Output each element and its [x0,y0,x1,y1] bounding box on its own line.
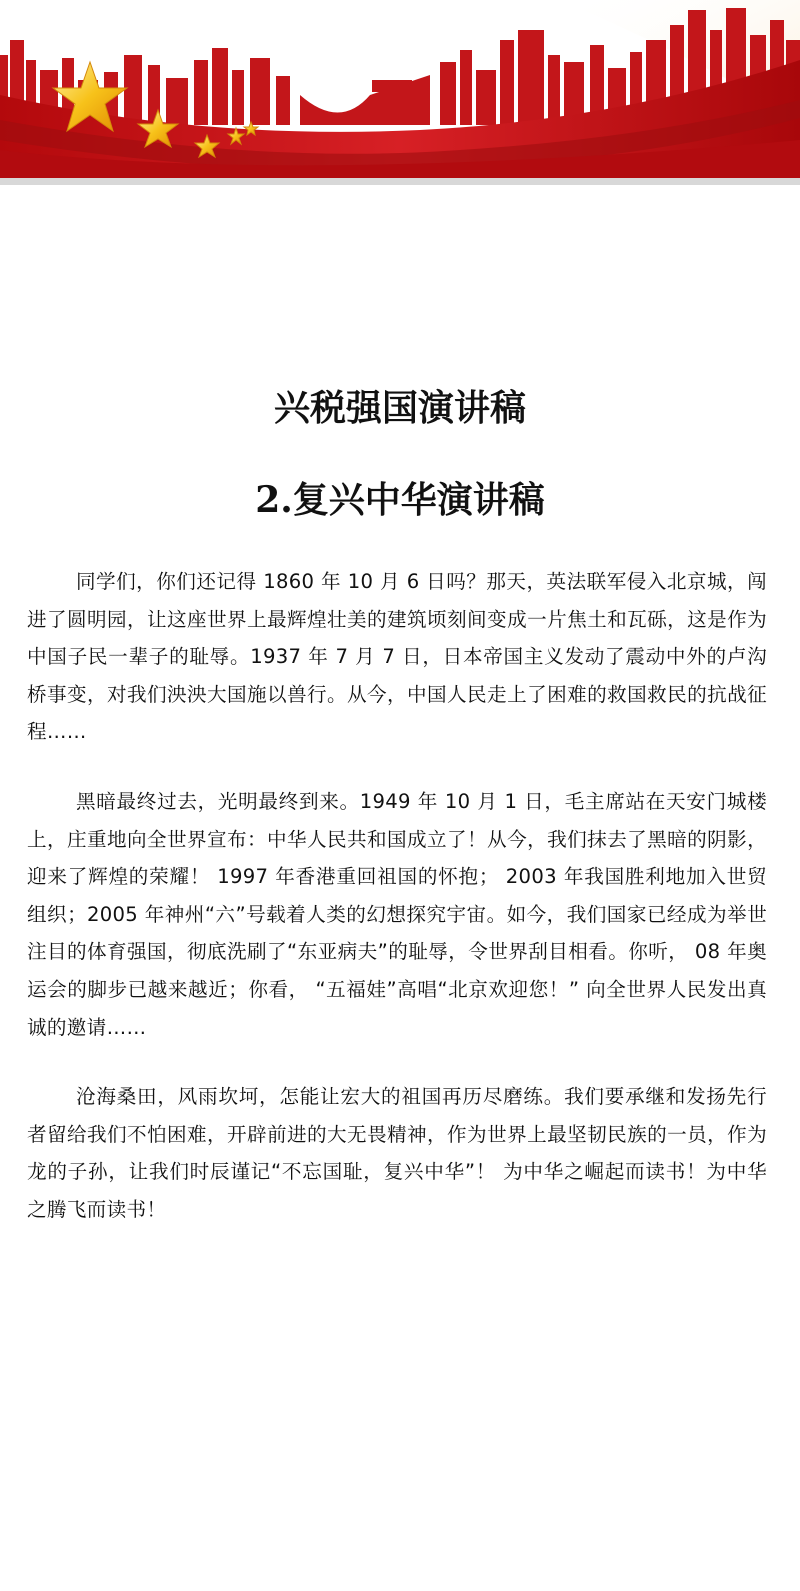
document-title: 兴税强国演讲稿 [273,387,526,429]
city-skyline-graphic [0,0,800,185]
paragraph: 同学们，你们还记得 1860 年 10 月 6 日吗？那天，英法联军侵入北京城，闯进了圆明园，让这座世界上最辉煌壮美的建筑顷刻间变成一片焦土和瓦砾，这是作为中国子民一辈子的耻辱。1937 年 7 月 7 日，日本帝国主义发动了震动中外的卢沟桥事变，对我们泱泱大国施以兽行。从今，中国人民走上了困难的救国救民的抗战征程…… [27,570,767,744]
speech-body [27,563,767,1229]
header-banner [0,0,800,185]
paragraph: 沧海桑田，风雨坎坷，怎能让宏大的祖国再历尽磨练。我们要承继和发扬先行者留给我们不怕困难，开辟前进的大无畏精神，作为世界上最坚韧民族的一员，作为龙的子孙，让我们时辰谨记“不忘国耻，复兴中华”！ 为中华之崛起而读书！为中华之腾飞而读书！ [27,1085,767,1221]
paragraph: 黑暗最终过去，光明最终到来。1949 年 10 月 1 日，毛主席站在天安门城楼上，庄重地向全世界宣布：中华人民共和国成立了！从今，我们抹去了黑暗的阴影，迎来了辉煌的荣耀！ 1997 年香港重回祖国的怀抱； 2003 年我国胜利地加入世贸组织；2005 年神州“六”号载着人类的幻想探究宇宙。如今，我们国家已经成为举世注目的体育强国，彻底洗刷了“东亚病夫”的耻辱，令世界刮目相看。你听， 08 年奥运会的脚步已越来越近；你看， “五福娃”高唱“北京欢迎您！” 向全世界人民发出真诚的邀请…… [27,789,767,1039]
document-subtitle: 2.复兴中华演讲稿 [255,479,545,521]
